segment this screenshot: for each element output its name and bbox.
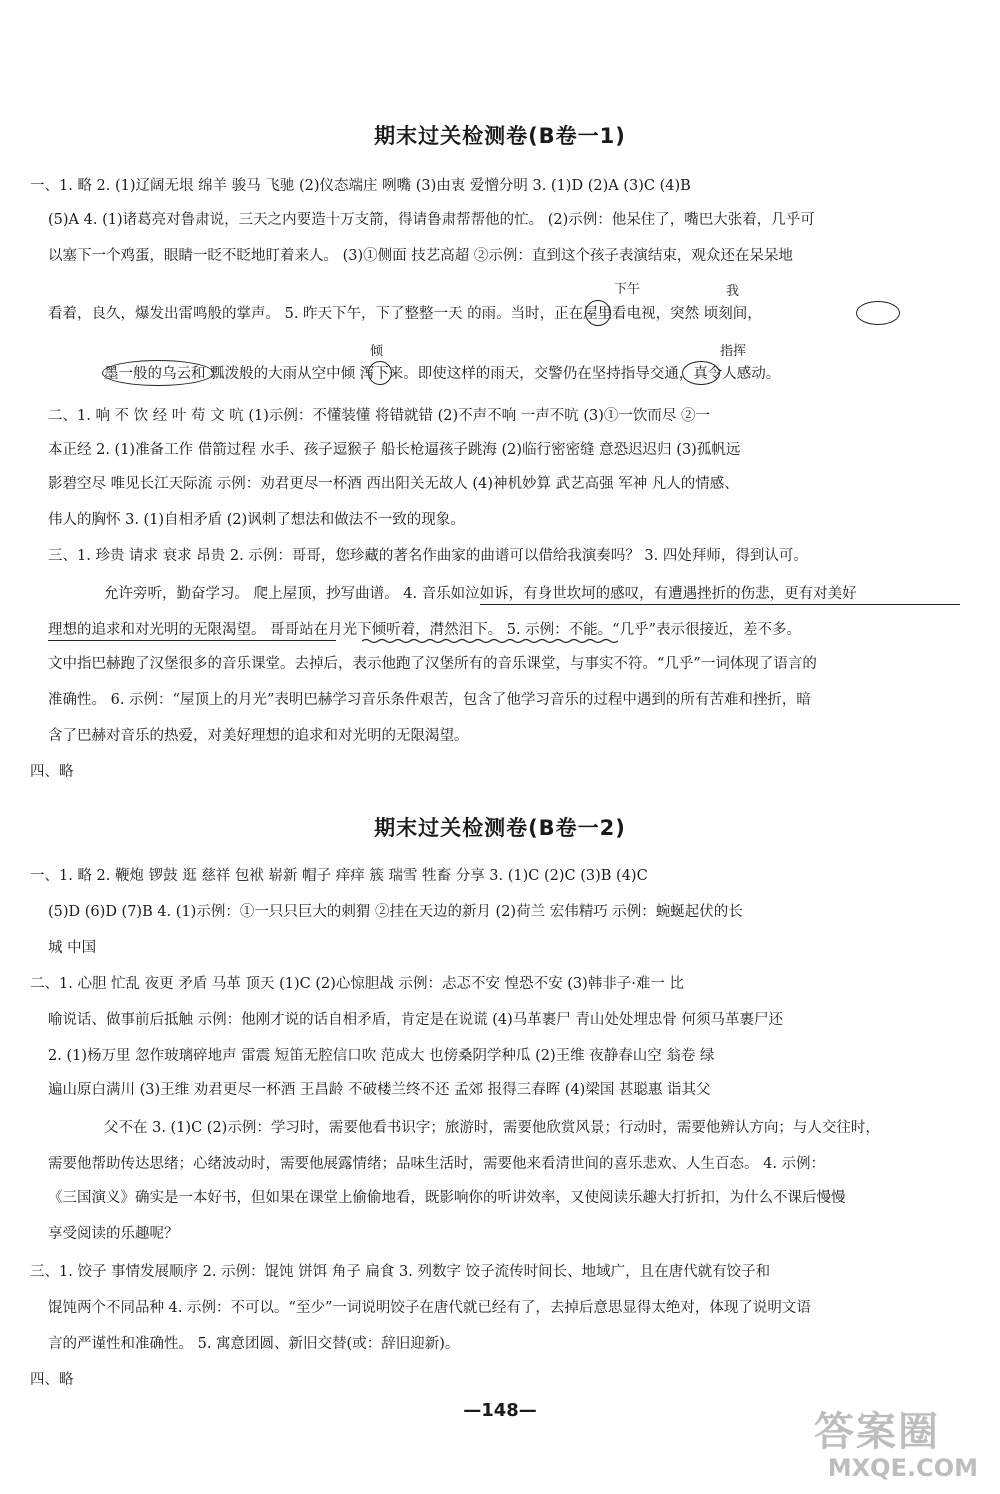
annotation-xiawu: 下午 [614,282,641,297]
b1-line-1: 一、1. 略 2. (1)辽阔无垠 绵羊 骏马 飞驰 (2)仪态端庄 咧嘴 (3)由衷 爱憎分明 3. (1)D (2)A (3)C (4)B [30,178,691,194]
circle-mark [102,360,214,386]
b1-line-9: 伟人的胸怀 3. (1)自相矛盾 (2)讽刺了想法和做法不一致的现象。 [48,512,465,528]
page-number: —148— [463,1400,537,1421]
watermark-logo-text: 答案圈 [814,1409,940,1455]
b2-line-1: 一、1. 略 2. 鞭炮 锣鼓 逛 慈祥 包袱 崭新 帽子 痒痒 簇 瑞雪 牲畜 分享 3. (1)C (2)C (3)B (4)C [30,868,648,884]
b2-line-4: 二、1. 心胆 忙乱 夜更 矛盾 马革 顶天 (1)C (2)心惊胆战 示例：忐忑不安 惶恐不安 (3)韩非子·难一 比 [30,976,684,992]
b2-line-13: 馄饨两个不同品种 4. 示例：不可以。“至少”一词说明饺子在唐代就已经有了，去掉后意思显得太绝对，体现了说明文语 [48,1300,811,1316]
b1-line-11: 允许旁听，勤奋学习。 爬上屋顶，抄写曲谱。 4. 音乐如泣如诉，有身世坎坷的感叹，有遭遇挫折的伤悲，更有对美好 [104,586,857,602]
b2-line-7: 遍山原白满川 (3)王维 劝君更尽一杯酒 王昌龄 不破楼兰终不还 孟郊 报得三春晖 (4)梁国 甚聪惠 诣其父 [48,1082,711,1098]
b2-line-5: 喻说话、做事前后抵触 示例：他刚才说的话自相矛盾，肯定是在说谎 (4)马革裹尸 青山处处埋忠骨 何须马革裹尸还 [48,1012,783,1028]
circle-mark [585,300,611,326]
b1-line-10: 三、1. 珍贵 请求 衰求 昂贵 2. 示例：哥哥，您珍藏的著名作曲家的曲谱可以借给我演奏吗？ 3. 四处拜师，得到认可。 [48,548,808,564]
b1-line-15: 含了巴赫对音乐的热爱，对美好理想的追求和对光明的无限渴望。 [48,728,469,744]
circle-mark [368,361,392,385]
b1-line-13: 文中指巴赫跑了汉堡很多的音乐课堂。去掉后，表示他跑了汉堡所有的音乐课堂，与事实不符。“几乎”一词体现了语言的 [48,656,817,672]
b2-line-10: 《三国演义》确实是一本好书，但如果在课堂上偷偷地看，既影响你的听讲效率，又使阅读乐趣大打折扣，为什么不课后慢慢 [48,1190,846,1206]
b2-line-6: 2. (1)杨万里 忽作玻璃碎地声 雷震 短笛无腔信口吹 范成大 也傍桑阴学种瓜 (2)王维 夜静春山空 翁卷 绿 [48,1048,715,1064]
b1-line-4: 看着，良久，爆发出雷鸣般的掌声。 5. 昨天下午，下了整整一天 的雨。当时，正在屋里看电视，突然 顷刻间， [48,306,762,322]
b1-line-8: 影碧空尽 唯见长江天际流 示例：劝君更尽一杯酒 西出阳关无故人 (4)神机妙算 武艺高强 军神 凡人的情感、 [48,476,739,492]
b1-line-3: 以塞下一个鸡蛋，眼睛一眨不眨地盯着来人。 (3)①侧面 技艺高超 ②示例：直到这个孩子表演结束，观众还在呆呆地 [48,248,793,264]
annotation-zhihui: 指挥 [720,344,747,359]
b2-line-9: 需要他帮助传达思绪；心绪波动时，需要他展露情绪；品味生活时，需要他来看清世间的喜乐悲欢、人生百态。 4. 示例： [48,1156,826,1172]
b2-line-12: 三、1. 饺子 事情发展顺序 2. 示例：馄饨 饼饵 角子 扁食 3. 列数字 饺子流传时间长、地域广，且在唐代就有饺子和 [30,1264,771,1280]
b1-line-14: 准确性。 6. 示例：“屋顶上的月光”表明巴赫学习音乐条件艰苦，包含了他学习音乐的过程中遇到的所有苦难和挫折，暗 [48,692,811,708]
watermark-url: MXQE.COM [827,1454,978,1482]
b1-line-16: 四、略 [30,764,74,780]
underline-mark [480,604,960,605]
b2-line-14: 言的严谨性和准确性。 5. 寓意团圆、新旧交替(或：辞旧迎新)。 [48,1336,460,1352]
underline-mark [48,640,336,641]
b1-line-12: 理想的追求和对光明的无限渴望。 哥哥站在月光下倾听着，潸然泪下。 5. 示例：不能。“几乎”表示很接近，差不多。 [48,622,801,638]
annotation-qing: 倾 [370,344,384,359]
circle-mark [682,361,720,385]
b1-line-6: 二、1. 响 不 饮 经 叶 苟 文 吭 (1)示例：不懂装懂 将错就错 (2)不声不响 一声不吭 (3)①一饮而尽 ②一 [48,408,710,424]
wavy-underline-mark [362,638,620,644]
b2-line-8: 父不在 3. (1)C (2)示例：学习时，需要他看书识字；旅游时，需要他欣赏风景；行动时，需要他辨认方向；与人交往时， [104,1120,880,1136]
section-title-b1: 期末过关检测卷(B卷一1) [374,124,626,148]
annotation-wo: 我 [726,284,740,299]
b1-line-7: 本正经 2. (1)准备工作 借箭过程 水手、孩子逗猴子 船长枪逼孩子跳海 (2)临行密密缝 意恐迟迟归 (3)孤帆远 [48,442,741,458]
section-title-b2: 期末过关检测卷(B卷一2) [374,816,626,840]
b2-line-15: 四、略 [30,1372,74,1388]
circle-mark [856,301,900,325]
site-watermark [814,1410,984,1490]
b2-line-11: 享受阅读的乐趣呢？ [48,1226,179,1242]
b2-line-3: 城 中国 [48,940,97,956]
b2-line-2: (5)D (6)D (7)B 4. (1)示例：①一只只巨大的刺猬 ②挂在天边的新月 (2)荷兰 宏伟精巧 示例：蜿蜒起伏的长 [48,904,743,920]
b1-line-2: (5)A 4. (1)诸葛亮对鲁肃说，三天之内要造十万支箭，得请鲁肃帮帮他的忙。 (2)示例：他呆住了，嘴巴大张着，几乎可 [48,212,815,228]
b1-line-5: 墨一般的乌云和 瓢泼般的大雨从空中倾 泻下来。即使这样的雨天，交警仍在坚持指导交通，真令人感动。 [104,366,781,382]
